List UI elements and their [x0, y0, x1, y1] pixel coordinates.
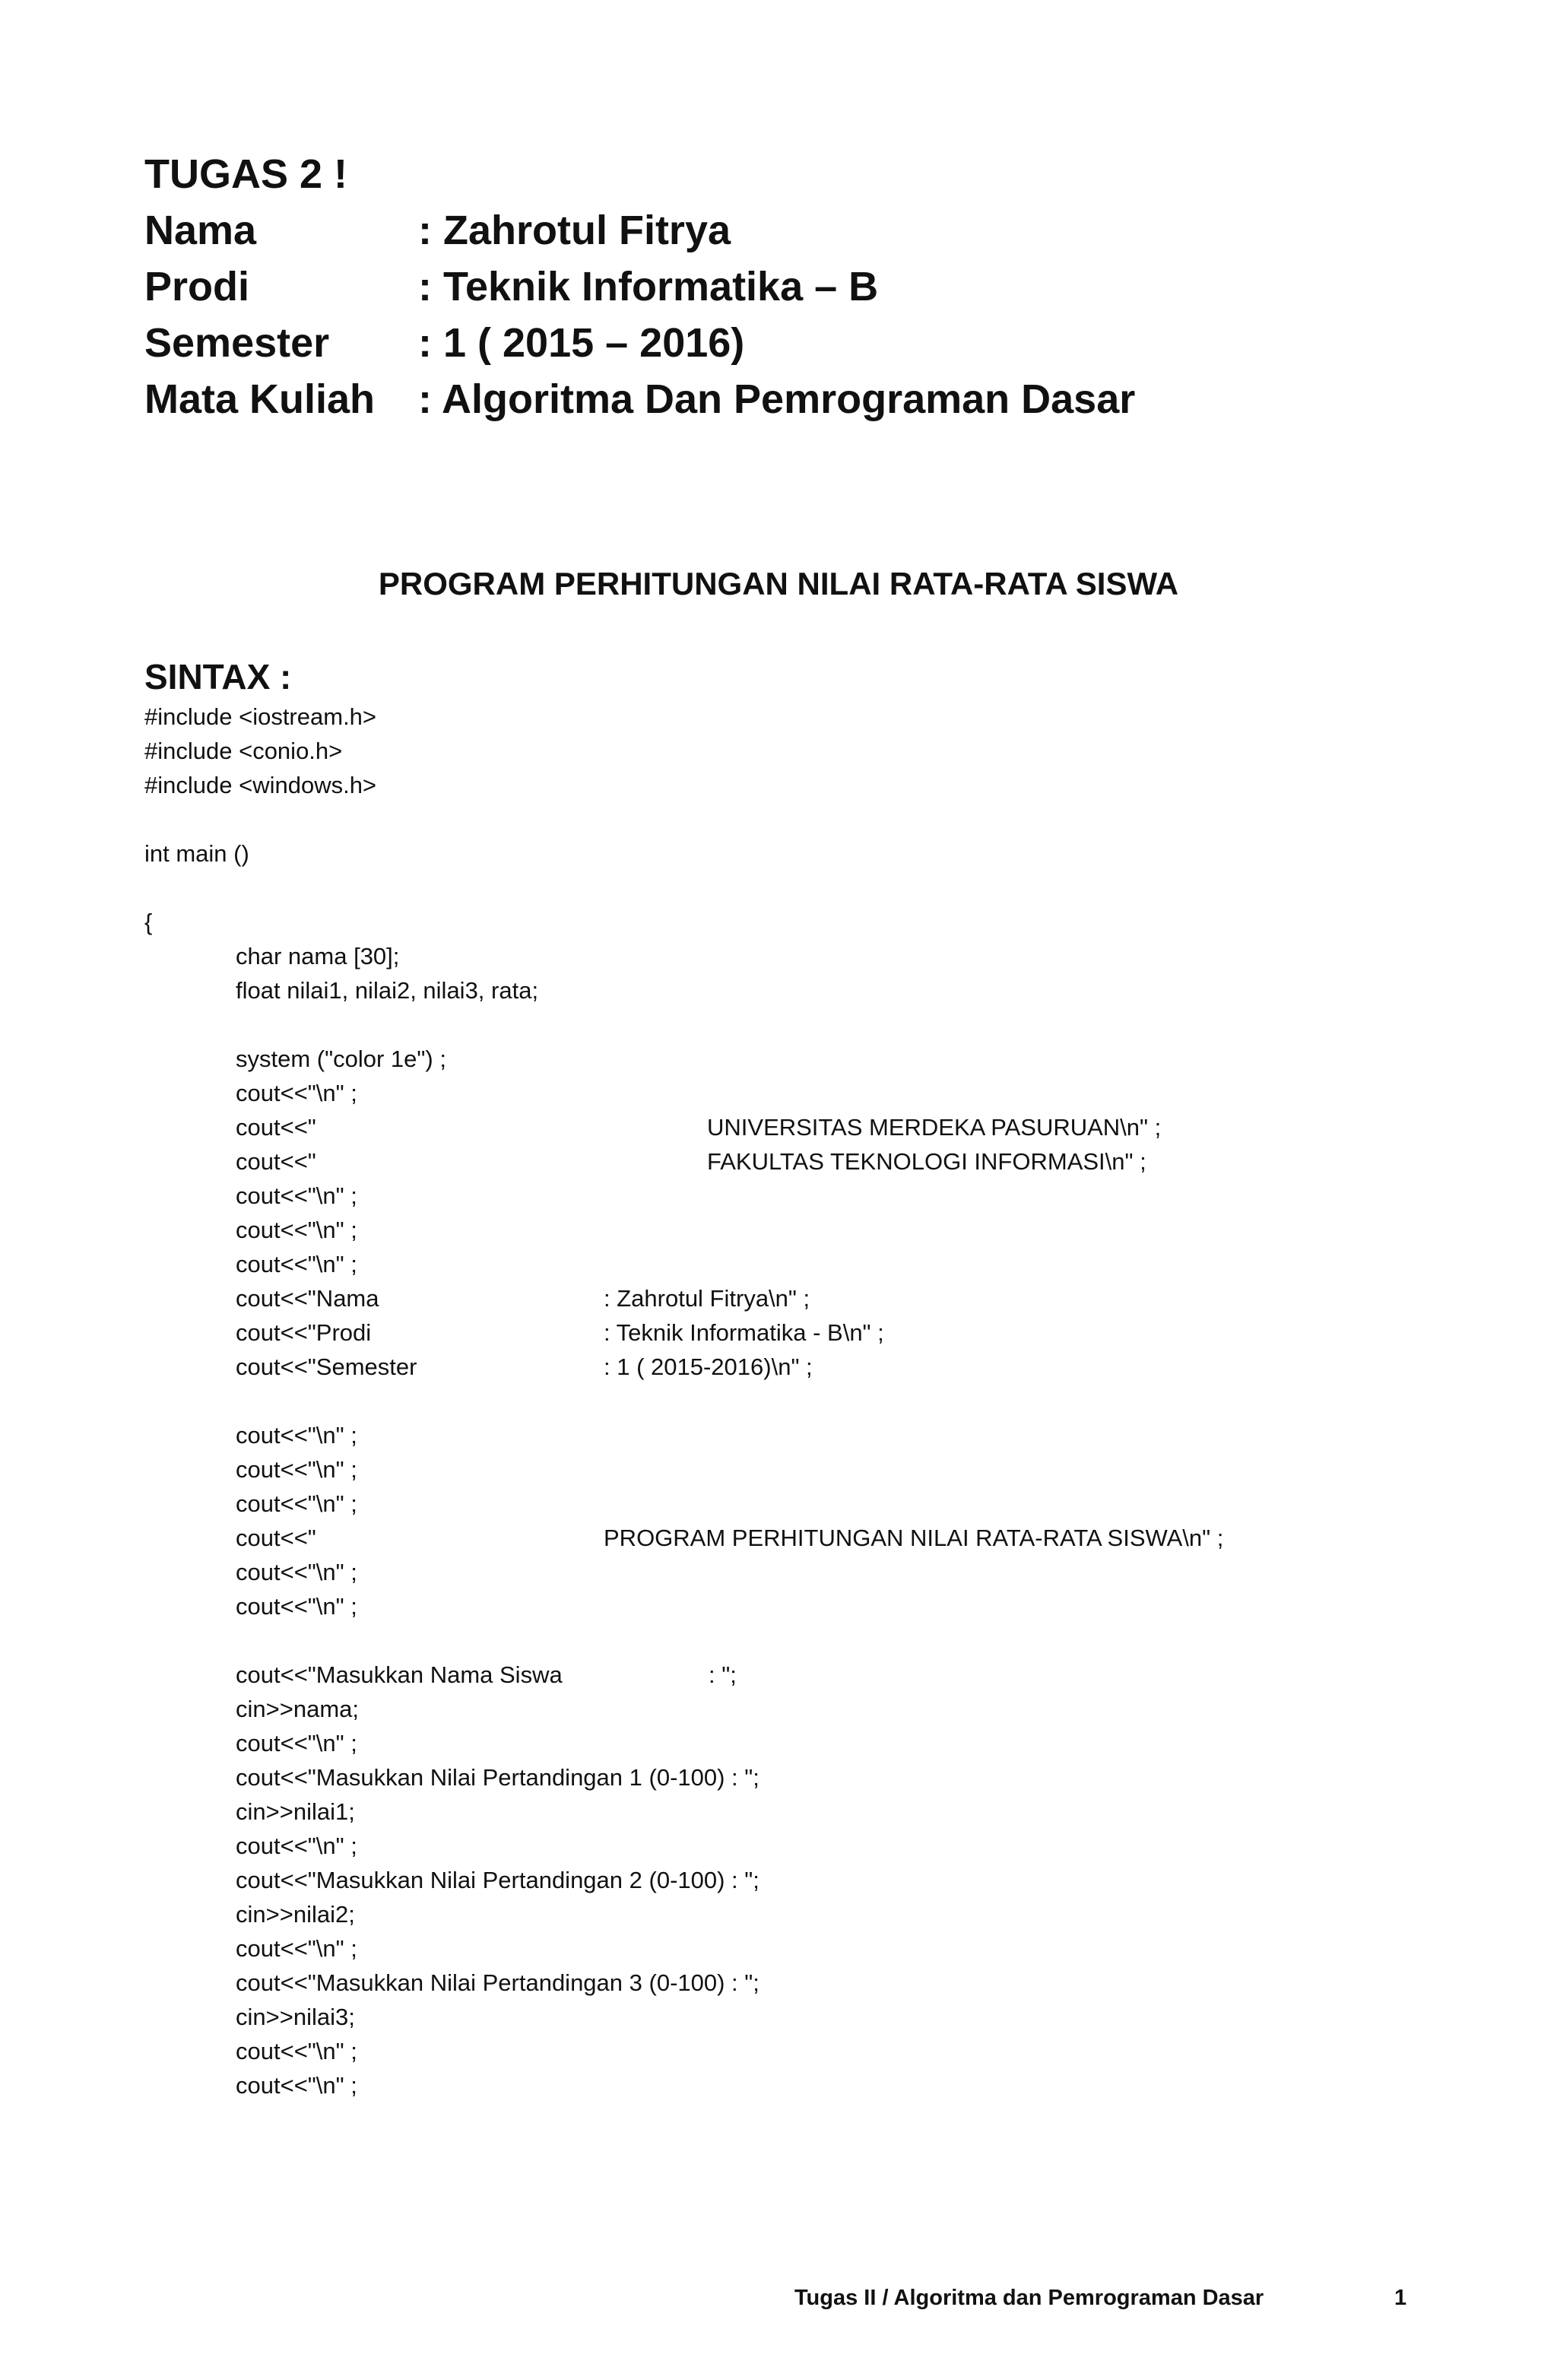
code-listing [144, 700, 1437, 2102]
code-text: cout<<" [236, 1114, 316, 1141]
code-line [144, 700, 1437, 734]
code-line [144, 2000, 1437, 2034]
code-text-aligned: : 1 ( 2015-2016)\n" ; [604, 1353, 813, 1380]
code-text: cout<<"\n" ; [236, 1593, 357, 1620]
code-text: cout<<"\n" ; [236, 1730, 357, 1756]
code-text: #include <iostream.h> [144, 703, 377, 730]
code-text: cout<<" [236, 1148, 316, 1175]
header-label: Semester [144, 320, 330, 366]
code-line [144, 1042, 1437, 1076]
assignment-title: TUGAS 2 ! [144, 151, 348, 197]
code-text: cout<<" [236, 1525, 316, 1551]
code-text: cout<<"\n" ; [236, 1080, 357, 1106]
code-text: cin>>nama; [236, 1696, 359, 1722]
code-line [144, 1521, 1437, 1555]
code-text: cout<<"\n" ; [236, 1217, 357, 1243]
code-line [144, 768, 1437, 802]
code-line [144, 1931, 1437, 1966]
code-text: int main () [144, 840, 249, 867]
code-line [144, 973, 1437, 1008]
code-text: cout<<"Masukkan Nilai Pertandingan 3 (0-100) : "; [236, 1969, 759, 1996]
code-line [144, 2034, 1437, 2068]
code-text: cin>>nilai1; [236, 1798, 355, 1825]
code-line [144, 1247, 1437, 1281]
header-label: Nama [144, 208, 257, 253]
code-line [144, 1315, 1437, 1350]
code-line [144, 1863, 1437, 1897]
code-line [144, 905, 1437, 939]
code-line [144, 1179, 1437, 1213]
code-line [144, 1418, 1437, 1452]
code-line [144, 1452, 1437, 1487]
header-value: : Teknik Informatika – B [418, 264, 879, 309]
code-text: cout<<"\n" ; [236, 1559, 357, 1585]
code-text: float nilai1, nilai2, nilai3, rata; [236, 977, 539, 1004]
code-text: { [144, 909, 153, 935]
code-line [144, 1144, 1437, 1179]
code-text: cout<<"\n" ; [236, 1182, 357, 1209]
code-text: cout<<"\n" ; [236, 2072, 357, 2099]
code-line [144, 1829, 1437, 1863]
code-text: cin>>nilai3; [236, 2004, 355, 2030]
code-text: cout<<"\n" ; [236, 1935, 357, 1962]
code-line [144, 1281, 1437, 1315]
code-text: cout<<"\n" ; [236, 1422, 357, 1449]
sintax-heading: SINTAX : [144, 657, 292, 697]
code-text-aligned: UNIVERSITAS MERDEKA PASURUAN\n" ; [707, 1114, 1162, 1141]
page-number: 1 [1394, 2286, 1407, 2310]
code-line [144, 1966, 1437, 2000]
header-value: : Zahrotul Fitrya [418, 208, 731, 253]
header-value: : 1 ( 2015 – 2016) [418, 320, 745, 366]
code-line [144, 1726, 1437, 1760]
code-text: #include <conio.h> [144, 738, 343, 764]
code-line [144, 1384, 1437, 1418]
footer-text: Tugas II / Algoritma dan Pemrograman Dasar [794, 2286, 1264, 2310]
code-text: cout<<"Prodi [236, 1319, 372, 1346]
code-text-aligned: PROGRAM PERHITUNGAN NILAI RATA-RATA SISWA\n" ; [604, 1525, 1224, 1551]
code-line [144, 1795, 1437, 1829]
code-text: cout<<"\n" ; [236, 1456, 357, 1483]
code-text: system ("color 1e") ; [236, 1046, 446, 1072]
code-text: char nama [30]; [236, 943, 400, 969]
code-text: cin>>nilai2; [236, 1901, 355, 1928]
code-line [144, 1897, 1437, 1931]
code-line [144, 2068, 1437, 2102]
code-text-aligned: FAKULTAS TEKNOLOGI INFORMASI\n" ; [707, 1148, 1146, 1175]
code-text: cout<<"\n" ; [236, 2038, 357, 2064]
code-text: cout<<"\n" ; [236, 1833, 357, 1859]
code-line [144, 1658, 1437, 1692]
code-text: cout<<"\n" ; [236, 1490, 357, 1517]
page-footer [0, 2283, 1557, 2313]
code-line [144, 734, 1437, 768]
code-line [144, 1760, 1437, 1795]
code-text-aligned: : "; [709, 1661, 737, 1688]
code-line [144, 1623, 1437, 1658]
code-line [144, 802, 1437, 836]
code-text: cout<<"Masukkan Nilai Pertandingan 2 (0-100) : "; [236, 1867, 759, 1893]
code-line [144, 1487, 1437, 1521]
code-text: cout<<"Masukkan Nilai Pertandingan 1 (0-100) : "; [236, 1764, 759, 1791]
code-text-aligned: : Zahrotul Fitrya\n" ; [604, 1285, 810, 1312]
program-title: PROGRAM PERHITUNGAN NILAI RATA-RATA SISWA [378, 566, 1179, 601]
code-text: cout<<"Nama [236, 1285, 379, 1312]
code-text: cout<<"Semester [236, 1353, 417, 1380]
code-line [144, 1076, 1437, 1110]
code-line [144, 836, 1437, 871]
header-label: Mata Kuliah [144, 376, 376, 422]
code-line [144, 1350, 1437, 1384]
code-line [144, 871, 1437, 905]
header-label: Prodi [144, 264, 250, 309]
code-line [144, 939, 1437, 973]
code-text: #include <windows.h> [144, 772, 377, 798]
code-line [144, 1555, 1437, 1589]
code-text-aligned: : Teknik Informatika - B\n" ; [604, 1319, 884, 1346]
code-line [144, 1589, 1437, 1623]
code-line [144, 1213, 1437, 1247]
code-text: cout<<"\n" ; [236, 1251, 357, 1277]
code-text: cout<<"Masukkan Nama Siswa [236, 1661, 563, 1688]
code-line [144, 1110, 1437, 1144]
code-line [144, 1008, 1437, 1042]
header-value: : Algoritma Dan Pemrograman Dasar [418, 376, 1136, 422]
code-line [144, 1692, 1437, 1726]
